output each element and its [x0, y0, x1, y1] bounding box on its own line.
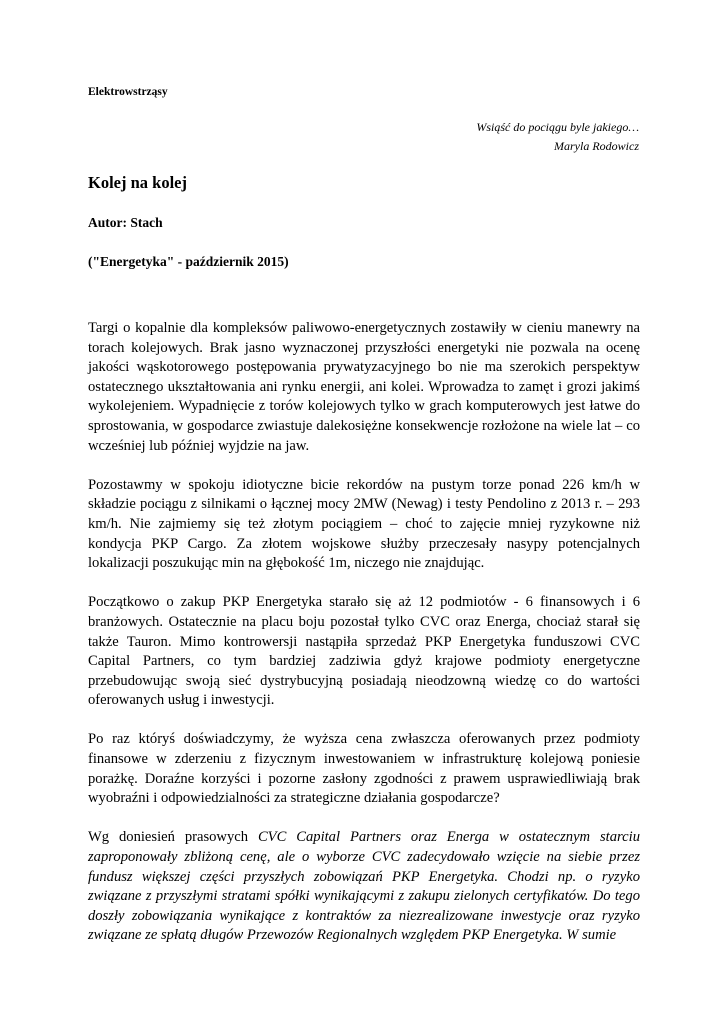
paragraph-4: Po raz któryś doświadczymy, że wyższa cena zwłaszcza oferowanych przez podmioty finansowe w zderzeniu z fizycznym inwestowaniem w infrastrukturę kolejową poniesie porażkę. Doraźne korzyści i pozorne zasłony zgodności z prawem usprawiedliwiają brak wyobraźni i odpowiedzialności za strategiczne działania gospodarcze? — [88, 731, 640, 807]
epigraph — [339, 118, 639, 155]
article-author: Autor: Stach — [88, 215, 163, 230]
article-body — [88, 319, 640, 966]
paragraph-2: Pozostawmy w spokoju idiotyczne bicie rekordów na pustym torze ponad 226 km/h w składzie pociągu z silnikami o łącznej mocy 2MW (Newag) i testy Pendolino z 2013 r. – 293 km/h. Nie zajmiemy się też złotym pociągiem – choć to zajęcie mniej ryzykowne niż kondycja PKP Cargo. Za złotem wojskowe służby przeczesały nasypy potencjalnych lokalizacji poszukując min na głębokość 1m, niczego nie znajdując. — [88, 476, 640, 572]
running-header: Elektrowstrząsy — [88, 86, 168, 98]
epigraph-attribution: Maryla Rodowicz — [554, 138, 639, 153]
epigraph-quote: Wsiąść do pociągu byle jakiego… — [476, 120, 639, 134]
paragraph-3: Początkowo o zakup PKP Energetyka starało się aż 12 podmiotów - 6 finansowych i 6 branżowych. Ostatecznie na placu boju pozostał tylko CVC oraz Energa, chociaż starał się także Tauron. Mimo kontrowersji nastąpiła sprzedaż PKP Energetyka funduszowi CVC Capital Partners, co tym bardziej zadziwia gdyż krajowe podmioty energetyczne przebudowując swoją sieć dystrybucyjną posiadają nieodzowną wiedzę co do wartości oferowanych usług i inwestycji. — [88, 594, 640, 709]
paragraph-5-quote: CVC Capital Partners oraz Energa w ostatecznym starciu zaproponowały zbliżoną cenę, ale o wyborze CVC zadecydowało wzięcie na siebie przez fundusz większej części przyszłych zobowiązań PKP Energetyka. Chodzi np. o ryzyko związane z przyszłymi stratami spółki wynikającymi z zakupu zielonych certyfikatów. Do tego doszły zobowiązania wynikające z kontraktów za niezrealizowane inwestycje oraz ryzyko związane ze spłatą długów Przewozów Regionalnych względem PKP Energetyka. W sumie — [88, 829, 640, 944]
paragraph-1: Targi o kopalnie dla kompleksów paliwowo-energetycznych zostawiły w cieniu manewry na torach kolejowych. Brak jasno wyznaczonej przyszłości energetyki nie pozwala na ocenę jakości wąskotorowego postępowania prywatyzacyjnego bo nie ma szerokich perspektyw ostatecznego ukształtowania ani rynku energii, ani kolei. Wprowadza to zamęt i grozi jakimś wykolejeniem. Wypadnięcie z torów kolejowych tylko w grach komputerowych jest łatwe do sprostowania, w gospodarce zwiastuje dalekosiężne konsekwencje rozłożone na wiele lat – co wcześniej lub później wyjdzie na jaw. — [88, 320, 640, 454]
paragraph-5-intro: Wg doniesień prasowych — [88, 829, 258, 846]
paragraph-5 — [88, 828, 640, 946]
article-source: ("Energetyka" - październik 2015) — [88, 254, 289, 269]
article-title: Kolej na kolej — [88, 173, 187, 192]
